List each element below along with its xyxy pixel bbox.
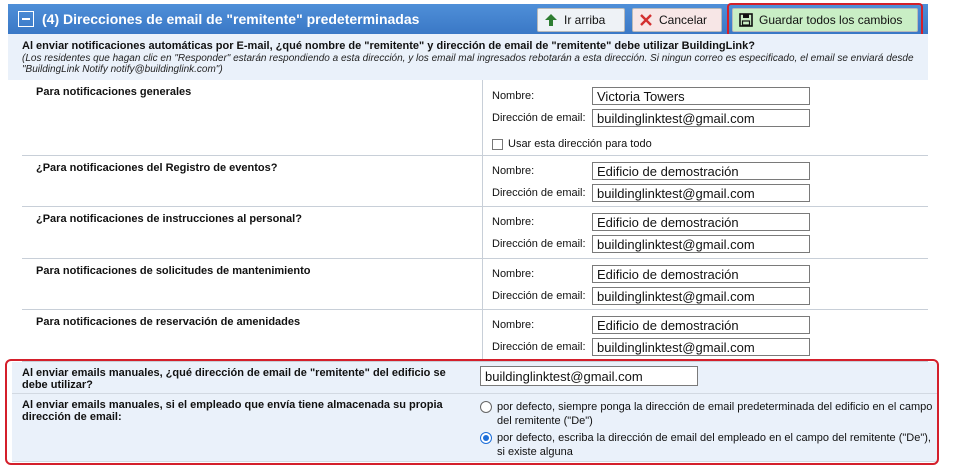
table-row [22,156,928,207]
manual-highlight-outline [5,359,939,465]
radio-building-default-label: por defecto, siempre ponga la dirección de email predeterminada del edificio en el campo del remitente ("De") [497,401,933,427]
row-label: Para notificaciones generales [36,86,192,98]
name-field [492,213,810,231]
row-label: ¿Para notificaciones del Registro de eventos? [36,162,278,174]
name-input[interactable]: Edificio de demostración [592,162,810,180]
name-input[interactable]: Edificio de demostración [592,316,810,334]
row-divider [482,80,483,155]
intro-block [8,34,928,80]
table-row [22,80,928,156]
email-field [492,338,810,356]
radio-employee-default-label: por defecto, escriba la dirección de email del empleado en el campo del remitente ("De"), si existe alguna [497,432,931,458]
manual-from-email-input[interactable]: buildinglinktest@gmail.com [480,366,698,386]
email-input[interactable]: buildinglinktest@gmail.com [592,287,810,305]
close-icon [639,13,653,27]
manual-from-question: Al enviar emails manuales, ¿qué dirección de email de "remitente" del edificio se debe utilizar? [22,367,446,391]
go-top-label: Ir arriba [564,13,606,27]
name-field [492,87,810,105]
email-label: Dirección de email: [492,238,586,250]
section-title: (4) Direcciones de email de "remitente" predeterminadas [42,11,420,27]
table-row [22,310,928,362]
intro-note: (Los residentes que hagan clic en "Responder" estarán respondiendo a esta dirección, y los email mal ingresados rebotarán a esta dirección. Si ningun correo es especificado, el email se enviará desde "BuildingLink Notify notify@buildinglink.com") [22,53,914,75]
employee-email-question: Al enviar emails manuales, si el empleado que envía tiene almacenada su propia dirección de email: [22,399,443,423]
email-label: Dirección de email: [492,112,586,124]
go-top-button[interactable] [537,8,625,32]
use-for-all-option[interactable] [492,138,652,150]
row-divider [482,156,483,206]
email-label: Dirección de email: [492,341,586,353]
cancel-button[interactable] [632,8,722,32]
email-field [492,184,810,202]
name-label: Nombre: [492,216,535,228]
arrow-up-icon [544,13,558,27]
email-field [492,235,810,253]
row-divider [482,207,483,258]
row-label: Para notificaciones de solicitudes de mantenimiento [36,265,311,277]
row-label: ¿Para notificaciones de instrucciones al personal? [36,213,302,225]
email-input[interactable]: buildinglinktest@gmail.com [592,184,810,202]
name-input[interactable]: Edificio de demostración [592,265,810,283]
row-label: Para notificaciones de reservación de amenidades [36,316,301,328]
name-field [492,162,810,180]
name-label: Nombre: [492,90,535,102]
email-field [492,109,810,127]
email-field [492,287,810,305]
email-label: Dirección de email: [492,290,586,302]
cancel-label: Cancelar [659,13,708,27]
email-input[interactable]: buildinglinktest@gmail.com [592,109,810,127]
name-label: Nombre: [492,268,535,280]
email-label: Dirección de email: [492,187,586,199]
table-row [22,259,928,310]
name-label: Nombre: [492,319,535,331]
save-highlight-outline [727,3,923,38]
use-for-all-label: Usar esta dirección para todo [508,138,652,150]
email-input[interactable]: buildinglinktest@gmail.com [592,338,810,356]
name-input[interactable]: Victoria Towers [592,87,810,105]
intro-question: Al enviar notificaciones automáticas por E-mail, ¿qué nombre de "remitente" y dirección de email de "remitente" debe utilizar BuildingLink? [22,40,755,52]
use-for-all-checkbox[interactable] [492,139,503,150]
table-row [22,207,928,259]
name-field [492,316,810,334]
email-input[interactable]: buildinglinktest@gmail.com [592,235,810,253]
name-input[interactable]: Edificio de demostración [592,213,810,231]
name-field [492,265,810,283]
row-divider [482,259,483,309]
name-label: Nombre: [492,165,535,177]
collapse-icon[interactable] [18,11,34,27]
row-divider [482,310,483,361]
save-all-label: Guardar todos los cambios [759,13,903,27]
